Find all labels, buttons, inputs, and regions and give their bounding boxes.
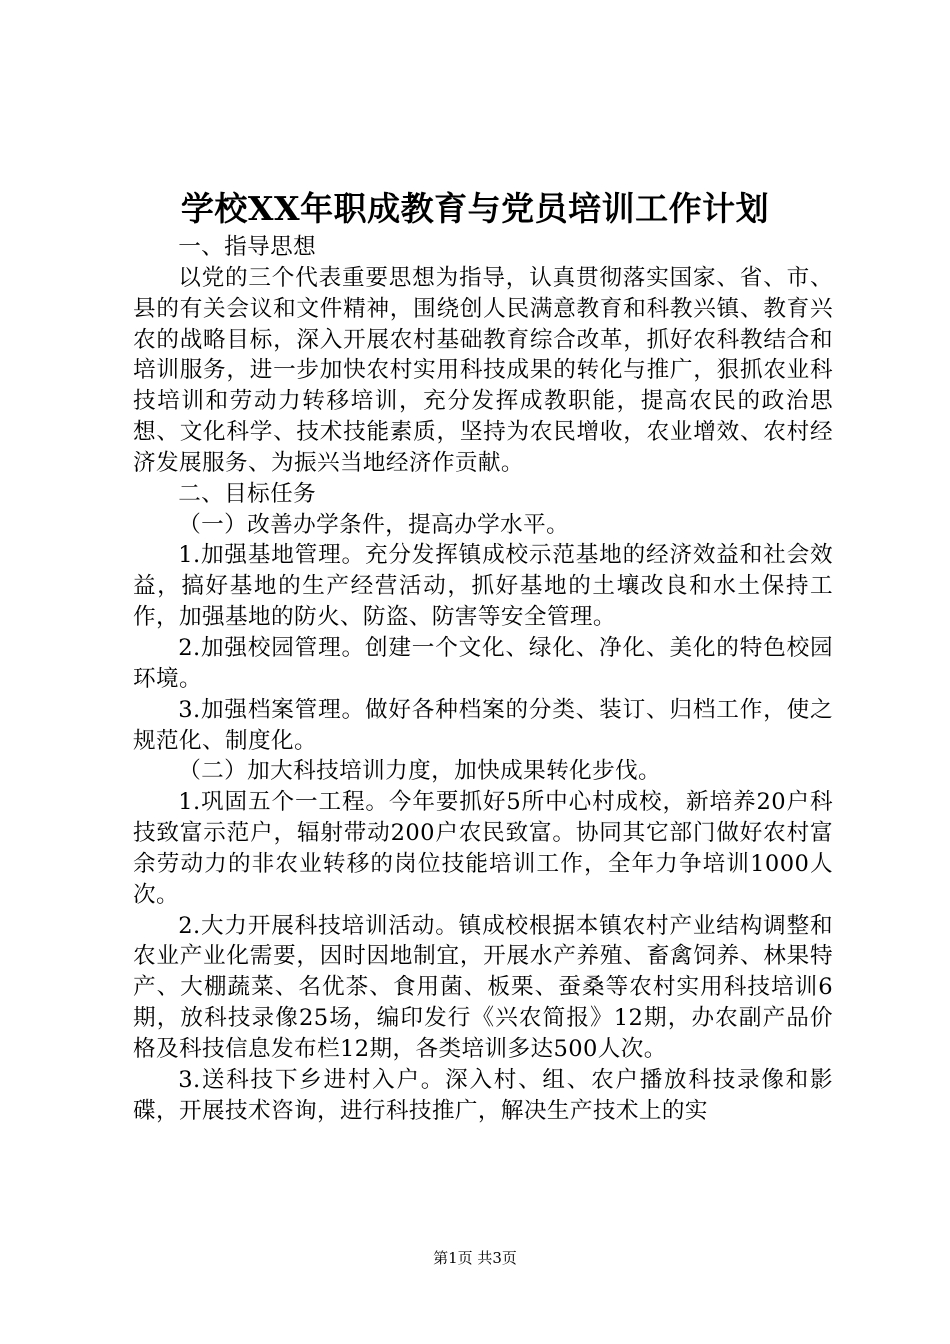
document-title: 学校XX年职成教育与党员培训工作计划 [180, 189, 770, 228]
heading-goals-tasks: 二、目标任务 [178, 480, 317, 507]
item-base-management: 1.加强基地管理。充分发挥镇成校示范基地的经济效益和社会效益，搞好基地的生产经营活动，抓好基地的土壤改良和水土保持工作，加强基地的防火、防盗、防害等安全管理。 [133, 542, 833, 631]
subheading-tech-training: （二）加大科技培训力度，加快成果转化步伐。 [178, 758, 662, 785]
subheading-improve-conditions: （一）改善办学条件，提高办学水平。 [178, 511, 570, 538]
item-archive-management: 3.加强档案管理。做好各种档案的分类、装订、归档工作，使之规范化、制度化。 [133, 696, 833, 754]
item-tech-to-villages: 3.送科技下乡进村入户。深入村、组、农户播放科技录像和影碟，开展技术咨询，进行科技推广，解决生产技术上的实 [133, 1066, 833, 1124]
paragraph-guiding-ideology: 以党的三个代表重要思想为指导，认真贯彻落实国家、省、市、县的有关会议和文件精神，围绕创人民满意教育和科教兴镇、教育兴农的战略目标，深入开展农村基础教育综合改革，抓好农科教结合和培训服务，进一步加快农村实用科技成果的转化与推广，狠抓农业科技培训和劳动力转移培训，充分发挥成教职能，提高农民的政治思想、文化科学、技术技能素质，坚持为农民增收，农业增效、农村经济发展服务、为振兴当地经济作贡献。 [133, 264, 833, 476]
document-body [133, 232, 833, 1126]
item-campus-management: 2.加强校园管理。创建一个文化、绿化、净化、美化的特色校园环境。 [133, 634, 833, 692]
item-five-one-project: 1.巩固五个一工程。今年要抓好5所中心村成校，新培养20户科技致富示范户，辐射带动200户农民致富。协同其它部门做好农村富余劳动力的非农业转移的岗位技能培训工作，全年力争培训1000人次。 [133, 789, 833, 908]
page-footer: 第1页 共3页 [433, 1249, 517, 1267]
item-tech-training-activities: 2.大力开展科技培训活动。镇成校根据本镇农村产业结构调整和农业产业化需要，因时因地制宜，开展水产养殖、畜禽饲养、林果特产、大棚蔬菜、名优茶、食用菌、板栗、蚕桑等农村实用科技培训6期，放科技录像25场，编印发行《兴农简报》12期，办农副产品价格及科技信息发布栏12期，各类培训多达500人次。 [133, 912, 833, 1062]
heading-guiding-ideology: 一、指导思想 [178, 234, 317, 260]
